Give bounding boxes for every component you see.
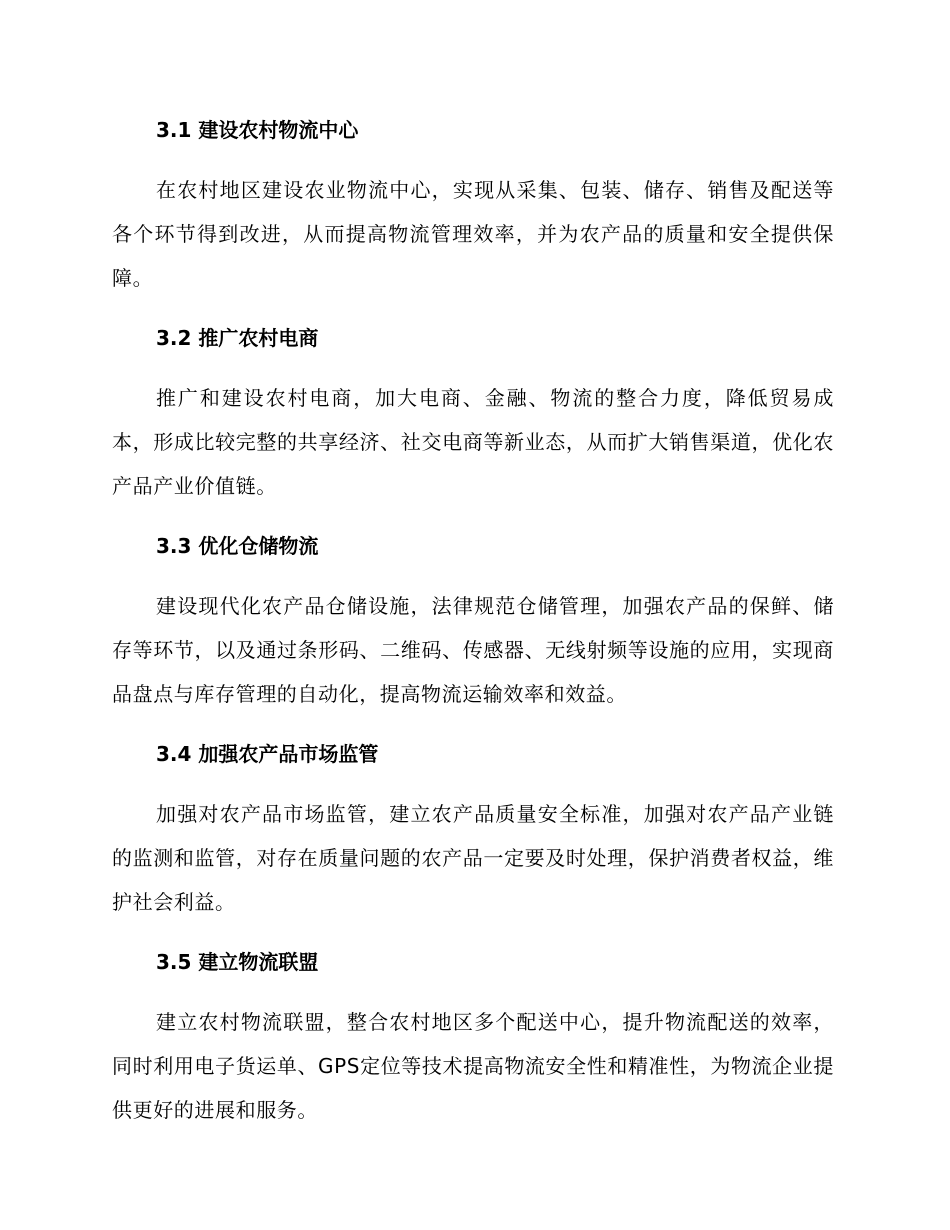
section-heading: 3.2 推广农村电商 — [156, 326, 319, 350]
section-3-4 — [112, 732, 834, 924]
section-3-1 — [112, 108, 834, 300]
section-paragraph: 加强对农产品市场监管，建立农产品质量安全标准，加强对农产品产业链的监测和监管，对存在质量问题的农产品一定要及时处理，保护消费者权益，维护社会利益。 — [112, 802, 834, 914]
section-paragraph: 建立农村物流联盟，整合农村地区多个配送中心，提升物流配送的效率，同时利用电子货运单、GPS定位等技术提高物流安全性和精准性，为物流企业提供更好的进展和服务。 — [112, 1010, 834, 1122]
section-paragraph: 在农村地区建设农业物流中心，实现从采集、包装、储存、销售及配送等各个环节得到改进，从而提高物流管理效率，并为农产品的质量和安全提供保障。 — [112, 178, 834, 290]
section-3-3 — [112, 524, 834, 716]
section-3-2 — [112, 316, 834, 508]
section-heading: 3.5 建立物流联盟 — [156, 950, 319, 974]
section-paragraph: 推广和建设农村电商，加大电商、金融、物流的整合力度，降低贸易成本，形成比较完整的共享经济、社交电商等新业态，从而扩大销售渠道，优化农产品产业价值链。 — [112, 386, 834, 498]
section-3-5 — [112, 940, 834, 1132]
section-heading: 3.3 优化仓储物流 — [156, 534, 319, 558]
section-heading: 3.1 建设农村物流中心 — [156, 118, 359, 142]
document-content — [112, 108, 834, 1148]
section-heading: 3.4 加强农产品市场监管 — [156, 742, 379, 766]
section-paragraph: 建设现代化农产品仓储设施，法律规范仓储管理，加强农产品的保鲜、储存等环节，以及通过条形码、二维码、传感器、无线射频等设施的应用，实现商品盘点与库存管理的自动化，提高物流运输效率和效益。 — [112, 594, 834, 706]
